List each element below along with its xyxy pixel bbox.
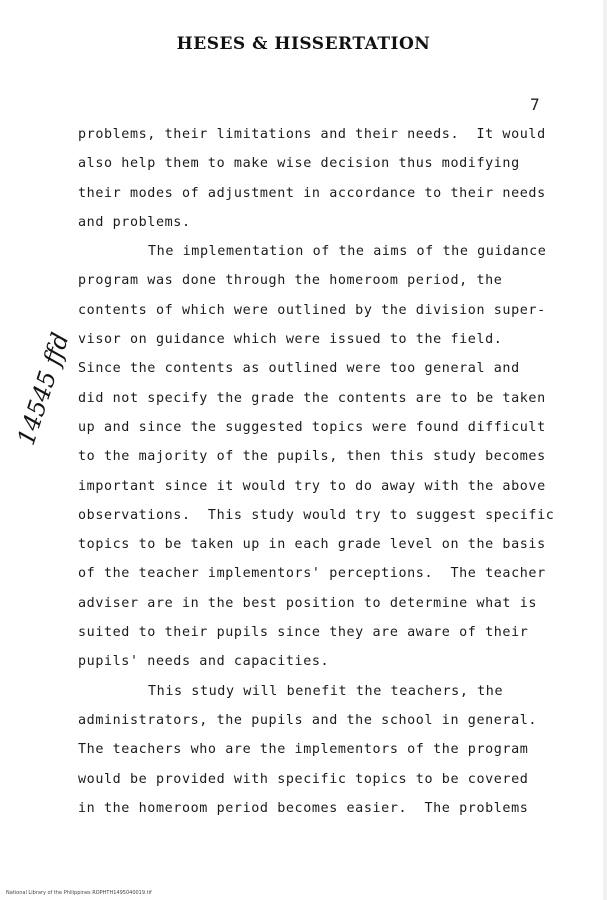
text-line: did not specify the grade the contents are to be taken xyxy=(78,390,546,406)
document-body xyxy=(78,120,568,823)
text-line: The teachers who are the implementors of the program xyxy=(78,742,529,758)
text-line: of the teacher implementors' perceptions. The teacher xyxy=(78,566,546,582)
text-line: important since it would try to do away with the above xyxy=(78,478,546,494)
paragraph-start-line: The implementation of the aims of the guidance xyxy=(148,244,547,260)
text-line: topics to be taken up in each grade level on the basis xyxy=(78,537,546,553)
text-line: pupils' needs and capacities. xyxy=(78,654,330,670)
scan-footer: National Library of the Philippines ROPHTH1495040019.tif xyxy=(6,890,152,896)
text-line: contents of which were outlined by the division super- xyxy=(78,302,546,318)
text-line: their modes of adjustment in accordance to their needs xyxy=(78,185,546,201)
text-line: Since the contents as outlined were too general and xyxy=(78,361,520,377)
page-edge xyxy=(603,0,607,900)
text-line: administrators, the pupils and the school in general. xyxy=(78,712,538,728)
text-line: adviser are in the best position to determine what is xyxy=(78,595,538,611)
text-line: in the homeroom period becomes easier. The problems xyxy=(78,800,529,816)
text-line: also help them to make wise decision thus modifying xyxy=(78,156,520,172)
page-number: 7 xyxy=(530,95,540,114)
text-line: suited to their pupils since they are aware of their xyxy=(78,625,529,641)
text-line: visor on guidance which were issued to the field. xyxy=(78,332,503,348)
text-line: and problems. xyxy=(78,214,191,230)
text-line: would be provided with specific topics to be covered xyxy=(78,771,529,787)
thesis-stamp: HESES & HISSERTATION xyxy=(176,34,431,54)
text-line: up and since the suggested topics were found difficult xyxy=(78,419,546,435)
text-line: program was done through the homeroom period, the xyxy=(78,273,503,289)
text-line: problems, their limitations and their needs. It would xyxy=(78,127,546,142)
handwritten-margin-note: 14545 ffd xyxy=(12,329,75,449)
text-line: observations. This study would try to suggest specific xyxy=(78,507,555,523)
text-line: to the majority of the pupils, then this study becomes xyxy=(78,449,546,465)
paragraph-start-line: This study will benefit the teachers, the xyxy=(148,683,504,699)
